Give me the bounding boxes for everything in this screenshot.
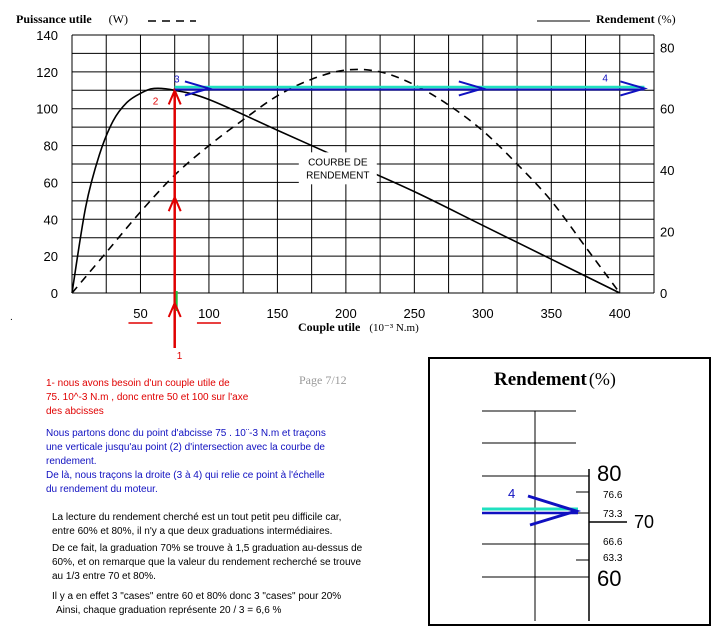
legend-left <box>16 12 128 27</box>
zoom-label-733: 73.3 <box>603 509 623 520</box>
legend-right-title: Rendement <box>596 12 655 26</box>
legend-right-unit: (%) <box>657 12 676 26</box>
note-black-c <box>52 590 341 618</box>
curve-label-line1: COURBE DE <box>308 157 368 169</box>
note-black-line: au 1/3 entre 70 et 80%. <box>52 571 156 582</box>
y-right-tick-label: 0 <box>660 286 668 301</box>
y-left-tick-label: 60 <box>43 175 58 191</box>
legend-left-title: Puissance utile <box>16 12 92 26</box>
y-right-tick-label: 40 <box>660 163 675 179</box>
note-blue-line: une verticale jusqu'au point (2) d'intersection avec la courbe de <box>46 442 325 453</box>
y-right-tick-label: 20 <box>660 224 675 240</box>
x-tick-label: 350 <box>540 306 563 321</box>
note-blue <box>46 427 326 497</box>
y-left-tick-label: 120 <box>36 64 58 80</box>
note-red-line: 1- nous avons besoin d'un couple utile de <box>46 378 230 389</box>
x-tick-label: 100 <box>198 306 220 321</box>
zoom-title-text: Rendement <box>494 369 587 390</box>
zoom-label-666: 66.6 <box>603 537 623 548</box>
x-axis-label-unit: (10⁻³ N.m) <box>369 322 419 334</box>
note-black-line: De ce fait, la graduation 70% se trouve à 1,5 graduation au-dessus de <box>52 543 363 554</box>
note-red-line: des abcisses <box>46 406 104 417</box>
y-left-tick-label: 0 <box>50 286 58 301</box>
annotation-1: 1 <box>176 351 183 362</box>
zoom-marker-4: 4 <box>508 486 516 501</box>
page-label: Page 7/12 <box>299 373 347 387</box>
annotation-3: 3 <box>173 74 180 86</box>
note-blue-line: du rendement du moteur. <box>46 484 158 495</box>
x-axis-label-text: Couple utile <box>298 320 361 334</box>
zoom-label-766: 76.6 <box>603 490 623 501</box>
note-blue-line: De là, nous traçons la droite (3 à 4) qui relie ce point à l'échelle <box>46 470 325 481</box>
annotation-4: 4 <box>602 73 608 85</box>
zoom-label-80: 80 <box>597 461 622 486</box>
x-tick-label: 150 <box>266 306 289 321</box>
note-red-line: 75. 10^-3 N.m , donc entre 50 et 100 sur l'axe <box>46 392 249 403</box>
y-left-tick-label: 40 <box>43 212 58 228</box>
zoom-label-60: 60 <box>597 566 622 591</box>
note-black-line: La lecture du rendement cherché est un tout petit peu difficile car, <box>52 512 342 523</box>
legend-left-unit: (W) <box>108 12 128 26</box>
x-tick-label: 200 <box>335 306 357 321</box>
note-black-line: 60%, et on remarque que la valeur du rendement recherché se trouve <box>52 557 362 568</box>
y-left-tick-label: 80 <box>43 138 58 154</box>
x-tick-label: 300 <box>471 306 494 321</box>
note-black-line: Ainsi, chaque graduation représente 20 / 3 = 6,6 % <box>56 605 282 616</box>
note-blue-line: Nous partons donc du point d'abcisse 75 . 10¨-3 N.m et traçons <box>46 428 326 439</box>
note-black-line: entre 60% et 80%, il n'y a que deux graduations intermédiaires. <box>52 526 333 537</box>
y-left-tick-label: 100 <box>36 101 58 117</box>
note-black-b <box>52 542 362 584</box>
curve-label-line2: RENDEMENT <box>306 170 370 182</box>
annotation-2: 2 <box>152 96 159 108</box>
zoom-label-70: 70 <box>634 512 655 532</box>
zoom-scale <box>430 359 709 624</box>
zoom-box <box>428 357 711 626</box>
x-tick-label: 250 <box>403 306 426 321</box>
note-black-a <box>52 511 341 539</box>
zoom-label-633: 63.3 <box>603 553 623 564</box>
legend-right <box>596 12 676 27</box>
x-tick-label: 50 <box>133 306 148 321</box>
y-left-tick-label: 20 <box>43 249 58 265</box>
y-right-tick-label: 80 <box>660 40 675 56</box>
note-blue-line: rendement. <box>46 456 97 467</box>
note-black-line: Il y a en effet 3 "cases" entre 60 et 80% donc 3 "cases" pour 20% <box>52 591 342 602</box>
note-red <box>46 377 248 419</box>
y-left-tick-label: 140 <box>36 28 58 43</box>
zoom-title-unit: (%) <box>588 369 616 389</box>
x-tick-label: 400 <box>608 306 631 321</box>
y-right-tick-label: 60 <box>660 101 675 117</box>
x-axis-label <box>298 320 419 335</box>
stray-mark: . <box>10 312 13 323</box>
